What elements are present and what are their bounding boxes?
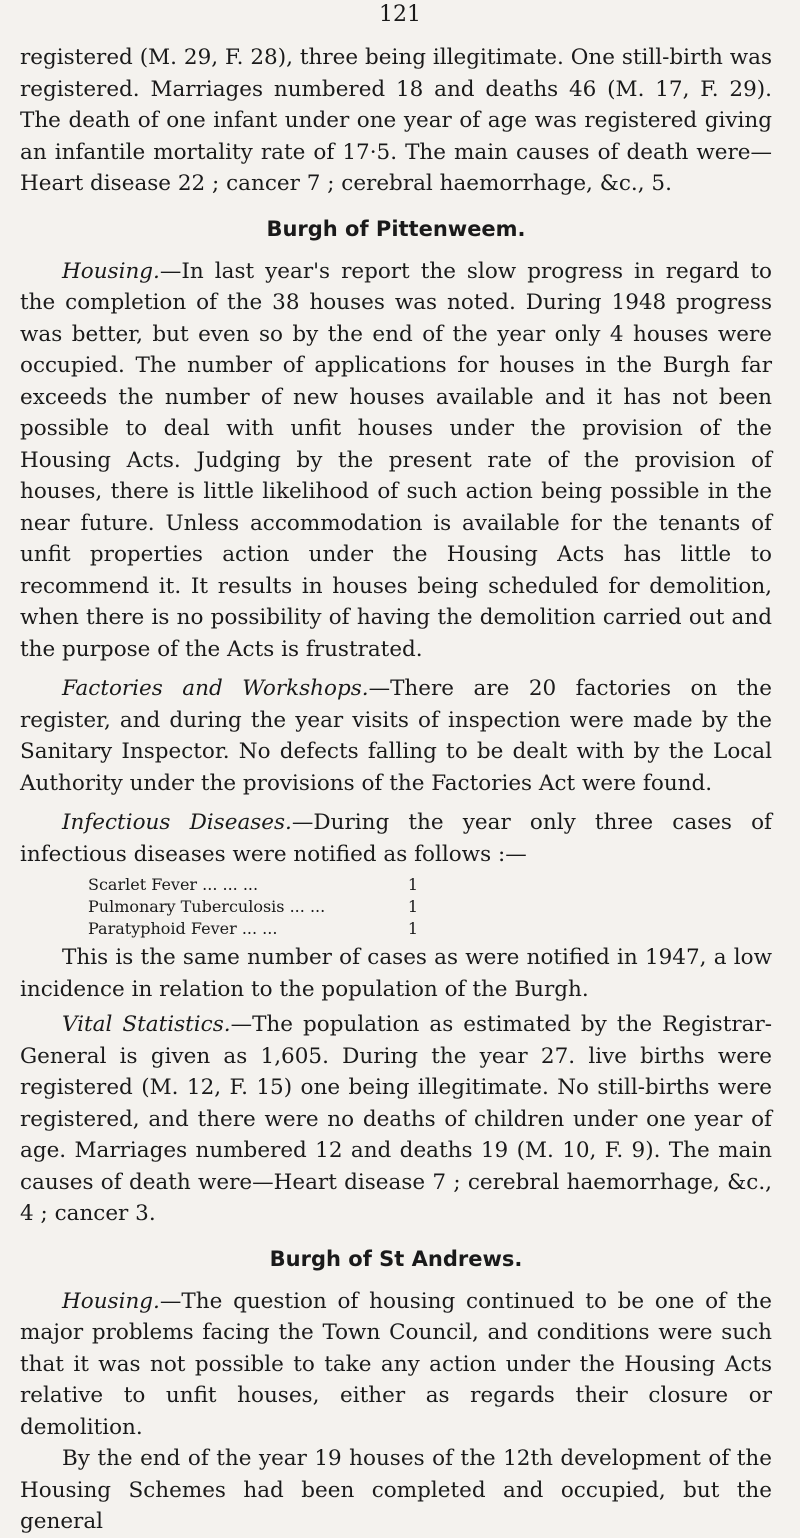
page-content bbox=[20, 42, 772, 1538]
factories-text: —There are 20 factories on the register, and during the year visits of inspection were made by the Sanitary Inspector. No defects falling to be dealt with by the Local Authority under the provisions of the Factories Act were found. bbox=[20, 676, 772, 796]
leader-dots: ... ... bbox=[289, 897, 326, 916]
leader-dots: ... ... ... bbox=[202, 875, 259, 894]
housing-text: —In last year's report the slow progress in regard to the completion of the 38 houses was noted. During 1948 progress was better, but even so by the end of the year only 4 houses were occupied. The number of applications for houses in the Burgh far exceeds the number of new houses available and it has not been possible to deal with unfit houses under the provision of the Housing Acts. Judging by the present rate of the provision of houses, there is little likelihood of such action being possible in the near future. Unless accommodation is available for the tenants of unfit properties action under the Housing Acts has little to recommend it. It results in houses being scheduled for demolition, when there is no possibility of having the demolition carried out and the purpose of the Acts is frustrated. bbox=[20, 258, 772, 662]
disease-name: Paratyphoid Fever bbox=[88, 919, 237, 938]
vital-text: —The population as estimated by the Registrar-General is given as 1,605. During the year 27. live births were registered (M. 12, F. 15) one being illegitimate. No still-births were registered, and there were no deaths of children under one year of age. Marriages numbered 12 and deaths 19 (M. 10, F. 9). The main causes of death were—Heart disease 7 ; cerebral haemorrhage, &c., 4 ; cancer 3. bbox=[20, 1012, 772, 1226]
infectious-text: —During the year only three cases of infectious diseases were notified as follows :— bbox=[20, 810, 772, 867]
infectious-paragraph bbox=[20, 807, 772, 870]
disease-name: Scarlet Fever bbox=[88, 875, 198, 894]
case-count: 1 bbox=[407, 919, 418, 938]
housing-lead: Housing. bbox=[62, 258, 160, 284]
case-count: 1 bbox=[407, 897, 418, 916]
page-number: 121 bbox=[379, 2, 421, 27]
table-row bbox=[88, 896, 418, 918]
infectious-summary: This is the same number of cases as were notified in 1947, a low incidence in relation to the population of the Burgh. bbox=[20, 945, 772, 1002]
leader-dots: ... ... bbox=[241, 919, 278, 938]
infectious-cases-table bbox=[88, 874, 418, 940]
continued-paragraph: registered (M. 29, F. 28), three being illegitimate. One still-birth was registered. Marriages numbered 18 and deaths 46 (M. 17, F. 29). The death of one infant under one year of age was registered giving an infantile mortality rate of 17·5. The main causes of death were—Heart disease 22 ; cancer 7 ; cerebral haemorrhage, &c., 5. bbox=[20, 45, 772, 196]
table-row bbox=[88, 874, 418, 896]
disease-name: Pulmonary Tuberculosis bbox=[88, 897, 285, 916]
factories-paragraph bbox=[20, 673, 772, 799]
st-andrews-housing-text: —The question of housing continued to be one of the major problems facing the Town Council, and conditions were such that it was not possible to take any action under the Housing Acts relative to unfit houses, either as regards their closure or demolition. bbox=[20, 1288, 772, 1440]
st-andrews-development-paragraph: By the end of the year 19 houses of the 12th development of the Housing Schemes had been completed and occupied, but the general bbox=[20, 1446, 772, 1534]
infectious-lead: Infectious Diseases. bbox=[62, 810, 292, 835]
st-andrews-housing-lead: Housing. bbox=[62, 1288, 160, 1314]
factories-lead: Factories and Workshops. bbox=[62, 676, 369, 701]
vital-statistics-paragraph bbox=[20, 1009, 772, 1230]
st-andrews-housing-paragraph bbox=[20, 1286, 772, 1444]
case-count: 1 bbox=[407, 875, 418, 894]
table-row bbox=[88, 918, 418, 940]
housing-paragraph bbox=[20, 256, 772, 666]
section-heading-pittenweem: Burgh of Pittenweem. bbox=[266, 216, 526, 241]
section-heading-st-andrews: Burgh of St Andrews. bbox=[269, 1246, 523, 1271]
vital-lead: Vital Statistics. bbox=[62, 1012, 231, 1037]
